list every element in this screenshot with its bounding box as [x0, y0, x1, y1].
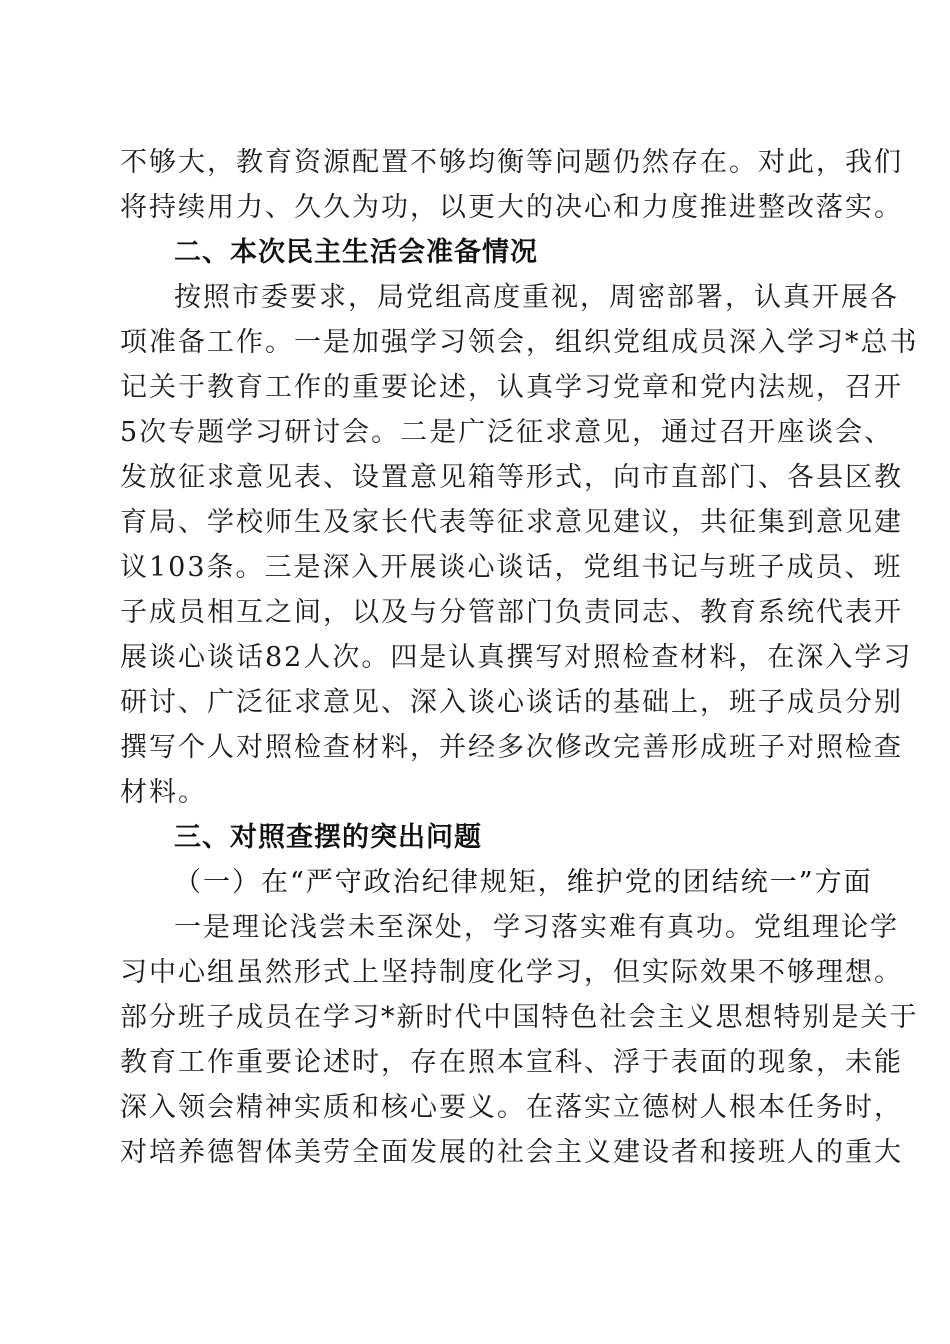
paragraph-line: 对培养德智体美劳全面发展的社会主义建设者和接班人的重大 [120, 1137, 903, 1168]
paragraph-line: 将持续用力、久久为功，以更大的决心和力度推进整改落实。 [120, 192, 903, 223]
subsection-heading: （一）在“严守政治纪律规矩，维护党的团结统一”方面 [174, 867, 873, 898]
paragraph-line: 撰写个人对照检查材料，并经多次修改完善形成班子对照检查 [120, 732, 903, 763]
paragraph-line: 一是理论浅尝未至深处，学习落实难有真功。党组理论学 [174, 912, 899, 943]
paragraph-line: 5次专题学习研讨会。二是广泛征求意见，通过召开座谈会、 [120, 417, 894, 448]
section-heading: 三、对照查摆的突出问题 [174, 822, 482, 853]
paragraph-line: 研讨、广泛征求意见、深入谈心谈话的基础上，班子成员分别 [120, 687, 903, 718]
section-heading: 二、本次民主生活会准备情况 [174, 237, 538, 268]
paragraph-line: 深入领会精神实质和核心要义。在落实立德树人根本任务时， [120, 1092, 903, 1123]
paragraph-line: 记关于教育工作的重要论述，认真学习党章和党内法规，召开 [120, 372, 903, 403]
paragraph-line: 材料。 [120, 777, 207, 808]
paragraph-line: 习中心组虽然形式上坚持制度化学习，但实际效果不够理想。 [120, 957, 903, 988]
paragraph-line: 子成员相互之间，以及与分管部门负责同志、教育系统代表开 [120, 597, 903, 628]
paragraph-line: 议103条。三是深入开展谈心谈话，党组书记与班子成员、班 [120, 552, 903, 583]
paragraph-line: 发放征求意见表、设置意见箱等形式，向市直部门、各县区教 [120, 462, 903, 493]
paragraph-line: 教育工作重要论述时，存在照本宣科、浮于表面的现象，未能 [120, 1047, 903, 1078]
paragraph-line: 展谈心谈话82人次。四是认真撰写对照检查材料，在深入学习 [120, 642, 913, 673]
paragraph-line: 育局、学校师生及家长代表等征求意见建议，共征集到意见建 [120, 507, 903, 538]
paragraph-line: 部分班子成员在学习*新时代中国特色社会主义思想特别是关于 [120, 1002, 919, 1033]
paragraph-line: 项准备工作。一是加强学习领会，组织党组成员深入学习*总书 [120, 327, 919, 358]
paragraph-line: 不够大，教育资源配置不够均衡等问题仍然存在。对此，我们 [120, 147, 903, 178]
paragraph-line: 按照市委要求，局党组高度重视，周密部署，认真开展各 [174, 282, 899, 313]
